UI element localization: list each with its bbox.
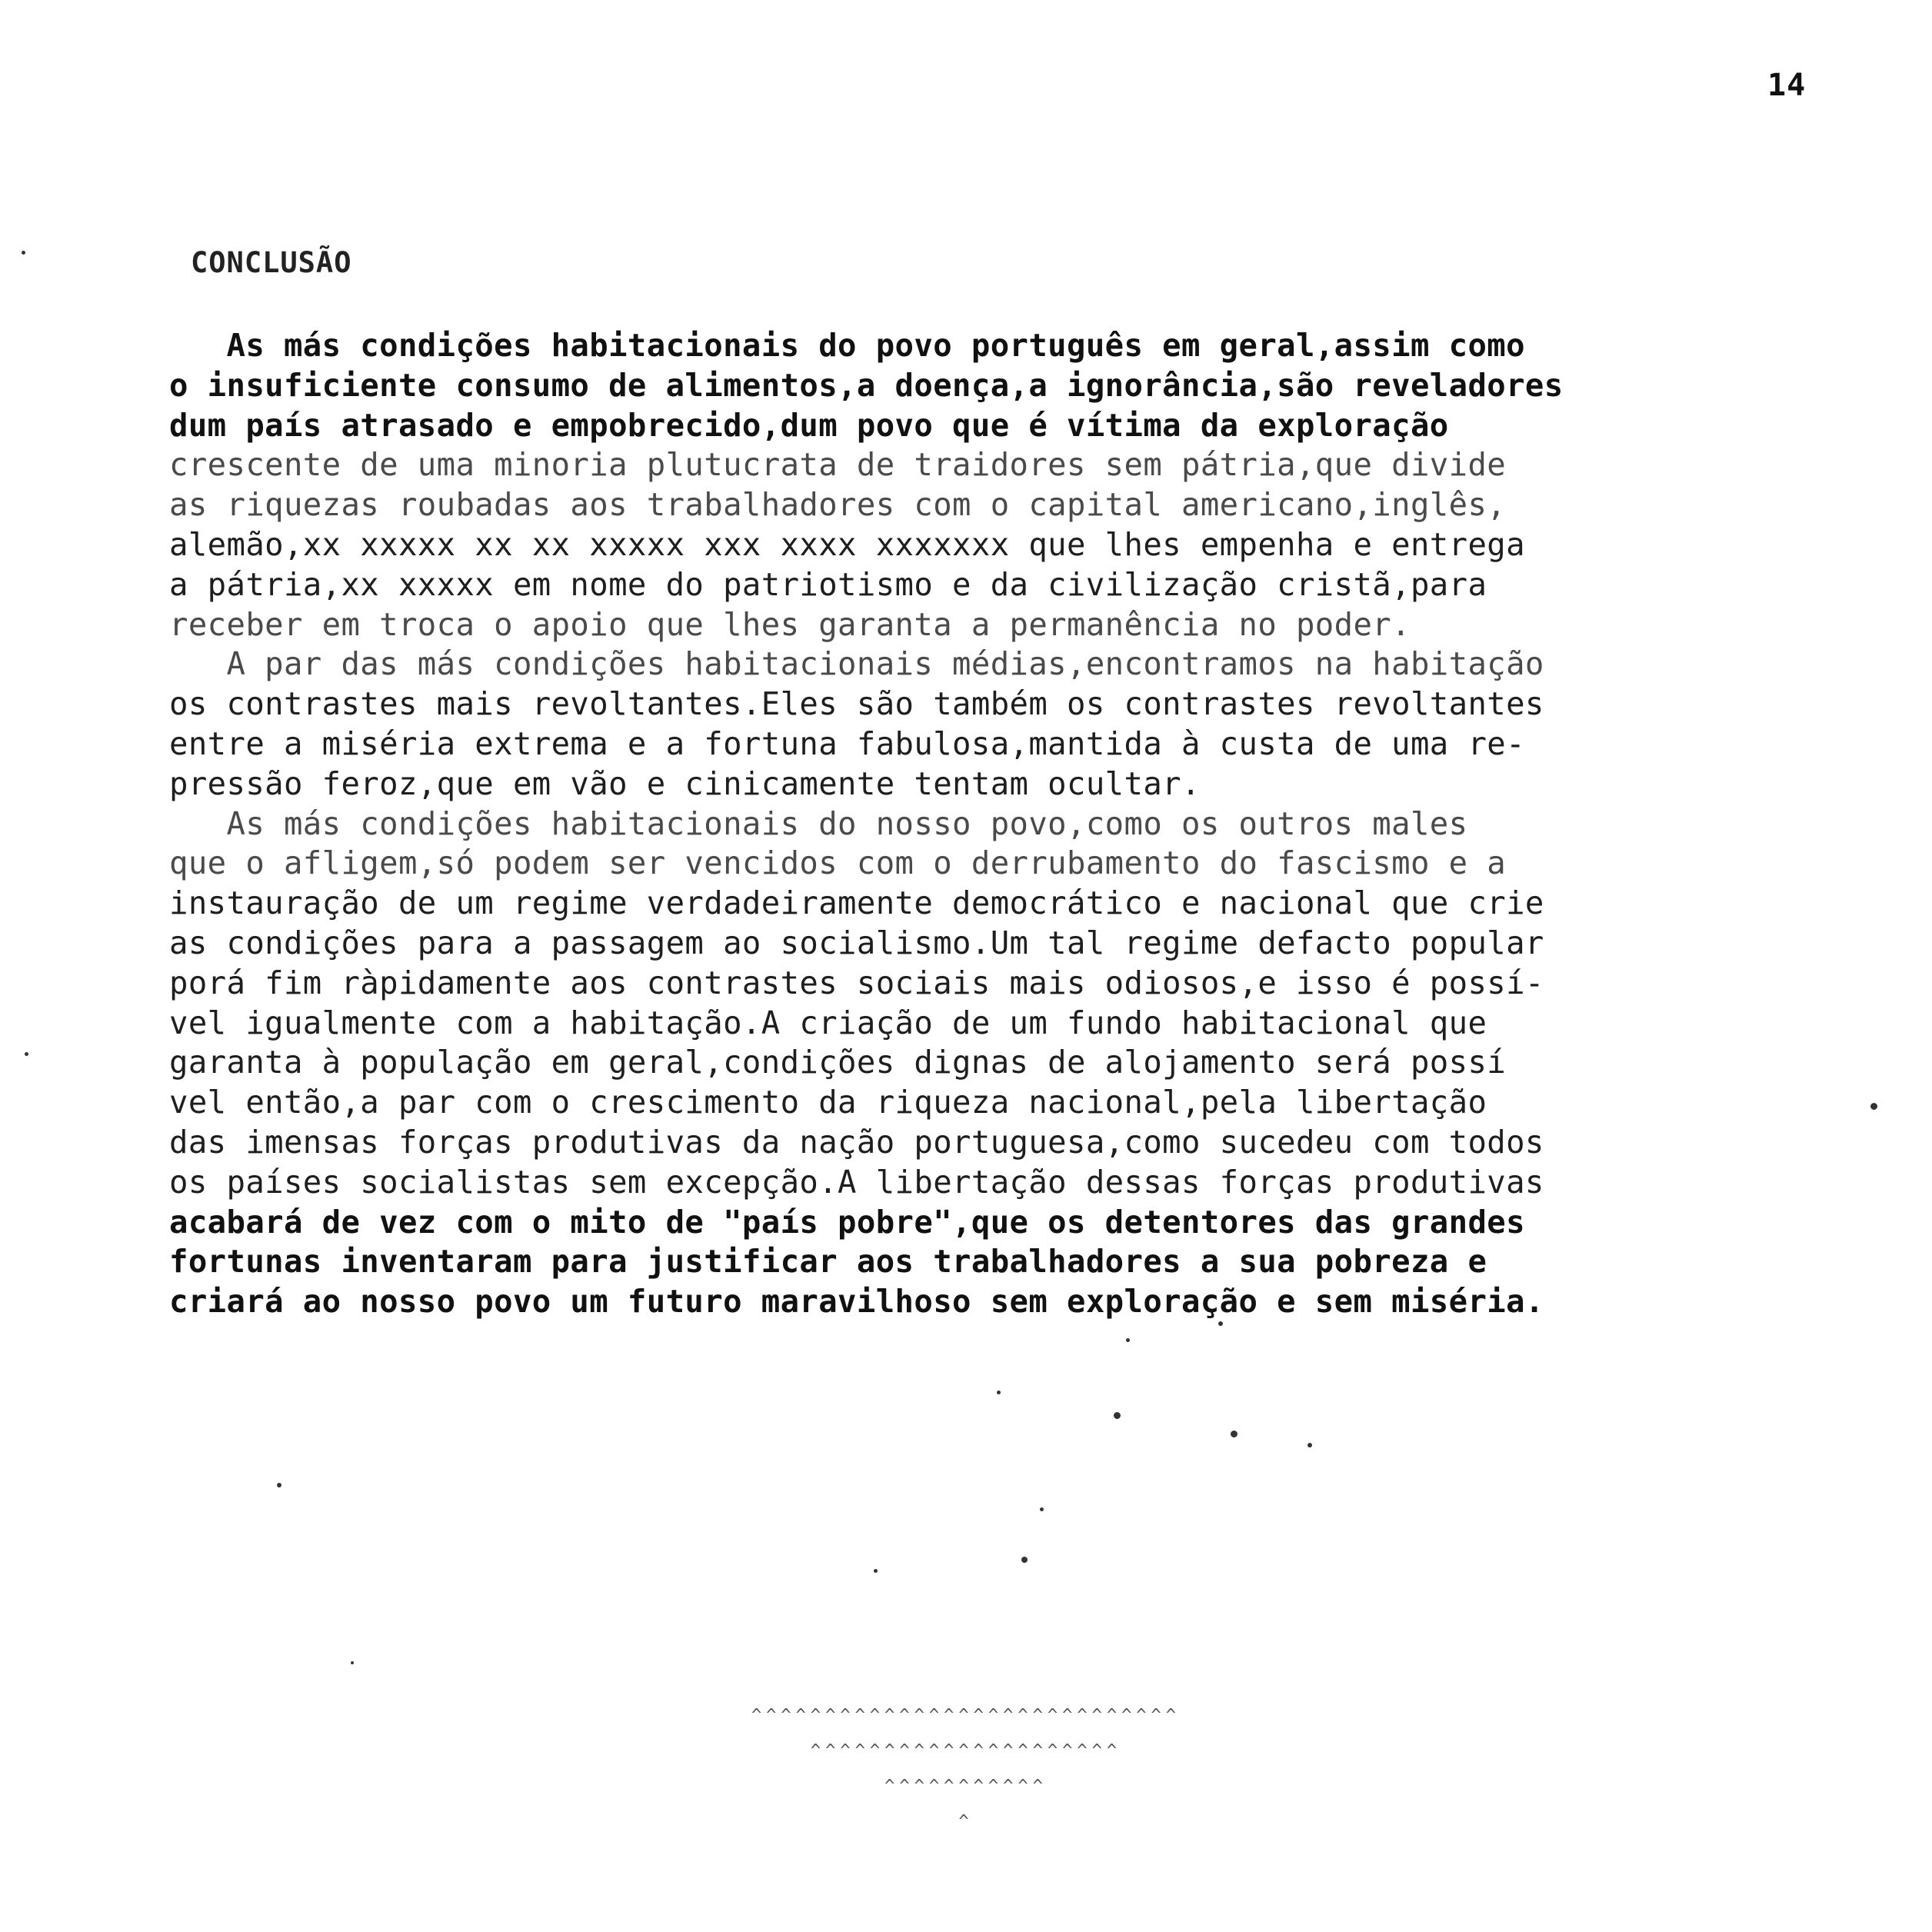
ink-speck xyxy=(874,1569,878,1573)
text-line: os países socialistas sem excepção.A libertação dessas forças produtivas xyxy=(169,1163,1544,1201)
ink-speck xyxy=(1021,1557,1028,1563)
text-line: vel igualmente com a habitação.A criação de um fundo habitacional que xyxy=(169,1004,1487,1041)
ink-speck xyxy=(25,1052,28,1056)
ornament-line: ^ xyxy=(958,1812,974,1831)
text-line: crescente de uma minoria plutucrata de traidores sem pátria,que divide xyxy=(169,446,1507,484)
ink-speck xyxy=(22,251,25,255)
body-text xyxy=(169,326,1846,1322)
text-line: o insuficiente consumo de alimentos,a doença,a ignorância,são reveladores xyxy=(169,366,1564,404)
text-line: dum país atrasado e empobrecido,dum povo que é vítima da exploração xyxy=(169,406,1449,444)
ink-speck xyxy=(277,1483,281,1487)
text-line: os contrastes mais revoltantes.Eles são também os contrastes revoltantes xyxy=(169,685,1544,723)
text-line: a pátria,xx xxxxx em nome do patriotismo e da civilização cristã,para xyxy=(169,565,1487,603)
text-line: as riquezas roubadas aos trabalhadores com o capital americano,inglês, xyxy=(169,486,1507,524)
text-line: pressão feroz,que em vão e cinicamente tentam ocultar. xyxy=(169,764,1201,802)
text-line: As más condições habitacionais do povo português em geral,assim como xyxy=(169,327,1525,364)
text-line: entre a miséria extrema e a fortuna fabulosa,mantida à custa de uma re- xyxy=(169,724,1525,762)
closing-ornament xyxy=(0,1698,1932,1840)
text-line: acabará de vez com o mito de "país pobre",que os detentores das grandes xyxy=(169,1203,1525,1241)
ink-speck xyxy=(351,1661,354,1664)
ink-speck xyxy=(1231,1431,1237,1437)
ornament-line: ^^^^^^^^^^^^^^^^^^^^^ xyxy=(810,1741,1122,1760)
ink-speck xyxy=(1114,1412,1121,1419)
text-line: criará ao nosso povo um futuro maravilhoso sem exploração e sem miséria. xyxy=(169,1283,1544,1321)
ornament-line: ^^^^^^^^^^^ xyxy=(884,1777,1048,1796)
ink-speck xyxy=(997,1391,1001,1394)
section-heading: CONCLUSÃO xyxy=(191,246,352,279)
text-line: receber em troca o apoio que lhes garanta a permanência no poder. xyxy=(169,605,1411,643)
ink-speck xyxy=(1307,1443,1312,1447)
text-line: A par das más condições habitacionais médias,encontramos na habitação xyxy=(169,645,1544,683)
ink-speck xyxy=(1870,1103,1877,1110)
text-line: instauração de um regime verdadeiramente democrático e nacional que crie xyxy=(169,884,1544,922)
text-line: vel então,a par com o crescimento da riqueza nacional,pela libertação xyxy=(169,1084,1487,1121)
text-line: que o afligem,só podem ser vencidos com o derrubamento do fascismo e a xyxy=(169,844,1507,882)
ink-speck xyxy=(1040,1507,1044,1511)
ink-speck xyxy=(1218,1321,1223,1326)
text-line: das imensas forças produtivas da nação portuguesa,como sucedeu com todos xyxy=(169,1123,1544,1161)
ornament-line: ^^^^^^^^^^^^^^^^^^^^^^^^^^^^^ xyxy=(751,1706,1181,1725)
text-line: porá fim ràpidamente aos contrastes sociais mais odiosos,e isso é possí- xyxy=(169,964,1544,1001)
text-line: As más condições habitacionais do nosso povo,como os outros males xyxy=(169,804,1468,842)
text-line: garanta à população em geral,condições dignas de alojamento será possí xyxy=(169,1044,1507,1081)
text-line: fortunas inventaram para justificar aos trabalhadores a sua pobreza e xyxy=(169,1243,1487,1281)
text-line: alemão,xx xxxxx xx xx xxxxx xxx xxxx xxxxxxx que lhes empenha e entrega xyxy=(169,525,1525,563)
text-line: as condições para a passagem ao socialismo.Um tal regime defacto popular xyxy=(169,924,1544,961)
ink-speck xyxy=(1126,1338,1130,1342)
page-number: 14 xyxy=(1767,68,1807,103)
